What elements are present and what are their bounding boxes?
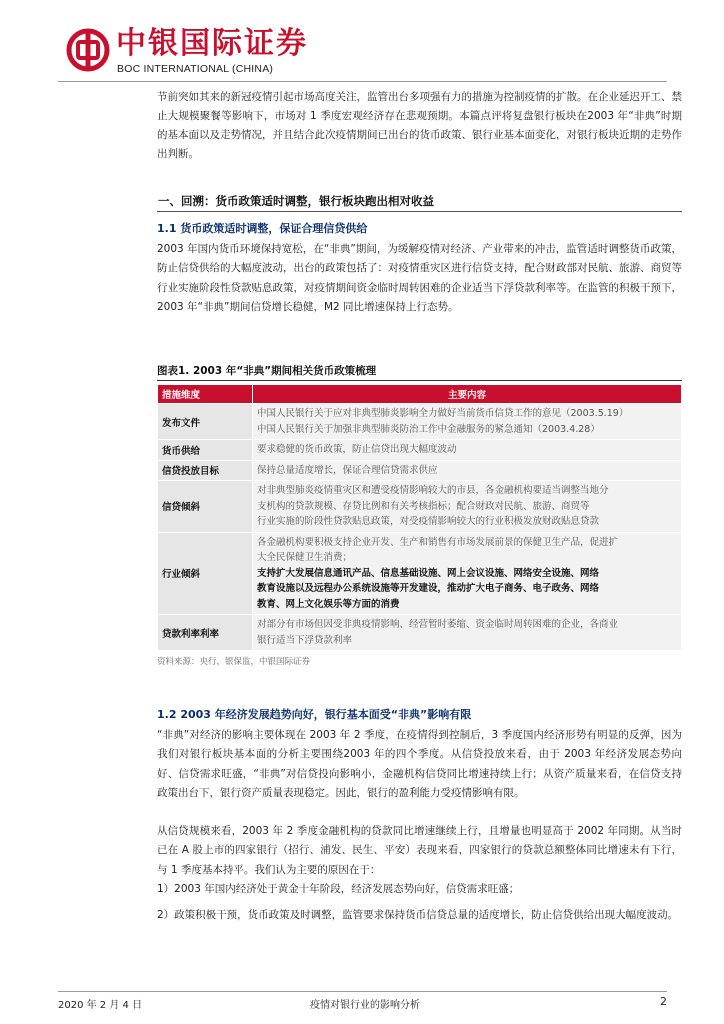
- intro-paragraph: [157, 88, 682, 167]
- row-dimension: 行业倾斜: [158, 532, 253, 615]
- table-header-row: [158, 385, 682, 404]
- table-row: [158, 481, 682, 533]
- row-content-line: 教育、网上文化娱乐等方面的消费: [257, 598, 400, 610]
- body-paragraph: “非典”对经济的影响主要体现在 2003 年 2 季度，在疫情得到控制后，3 季度国内经济形势有明显的反弹，因为我们对银行板块基本面的分析主要围绕2003 年的四个季度。从信贷投放来看，由于 2003 年经济发展态势向好、信贷需求旺盛，“非典”对信贷投向影响小，金融机构信贷同比增速持续上行；从资产质量来看，在信贷支持政策出台下，银行资产质量表现稳定。因此，银行的盈利能力受疫情影响有限。: [157, 729, 682, 800]
- row-content: [253, 532, 682, 615]
- policy-table: [157, 384, 682, 651]
- row-dimension: 信贷投放目标: [158, 460, 253, 481]
- subsection-title: 1.2 2003 年经济发展趋势向好，银行基本面受“非典”影响有限: [157, 708, 472, 721]
- section-title: 一、回溯：货币政策适时调整，银行板块跑出相对收益: [158, 194, 434, 208]
- intro-text: 节前突如其来的新冠疫情引起市场高度关注，监管出台多项强有力的措施为控制疫情的扩散。在企业延迟开工、禁止大规模聚餐等影响下，市场对 1 季度宏观经济存在悲观预期。本篇点评将复盘银行板块在2003 年“非典”时期的基本面以及走势情况，并且结合此次疫情期间已出台的货币政策、银行业基本面变化，对银行板块近期的走势作出判断。: [157, 91, 682, 160]
- subsection-body: 2003 年国内货币环境保持宽松，在“非典”期间，为缓解疫情对经济、产业带来的冲击，监管适时调整货币政策，防止信贷供给的大幅度波动，出台的政策包括了：对疫情重灾区进行信贷支持，配合财政部对民航、旅游、商贸等行业实施阶段性贷款贴息政策，对疫情期间资金临时周转困难的企业适当下浮贷款利率等。在监管的积极干预下，2003 年“非典”期间信贷增长稳健，M2 同比增速保持上行态势。: [157, 243, 682, 314]
- row-content-line: 中国人民银行关于应对非典型肺炎影响全力做好当前货币信贷工作的意见（2003.5.19）: [257, 408, 629, 419]
- row-content-line: 各金融机构要积极支持企业开发、生产和销售有市场发展前景的保健卫生产品，促进扩: [257, 536, 619, 548]
- row-content-line: 中国人民银行关于加强非典型肺炎防治工作中金融服务的紧急通知（2003.4.28）: [257, 423, 600, 435]
- subsection-title: 1.1 货币政策适时调整，保证合理信贷供给: [157, 222, 368, 235]
- figure-divider: [157, 380, 682, 381]
- boc-logo-icon: [66, 28, 110, 72]
- row-content-line: 支机构的贷款规模、存贷比例和有关考核指标；配合财政对民航、旅游、商贸等: [257, 500, 590, 512]
- section-divider: [157, 211, 682, 212]
- row-content-line: 要求稳健的货币政策，防止信贷出现大幅度波动: [257, 444, 457, 455]
- brand-name-cn: 中银国际证券: [116, 26, 308, 61]
- table-row: [158, 460, 682, 481]
- row-content-line: 大全民保健卫生消费；: [257, 552, 353, 563]
- table-header-dimension: 措施维度: [158, 385, 253, 404]
- body-paragraph: 2）政策积极干预，货币政策及时调整，监管要求保持货币信贷总量的适度增长，防止信贷供给出现大幅度波动。: [157, 909, 679, 921]
- figure-title: 图表1. 2003 年“非典”期间相关货币政策梳理: [157, 365, 377, 377]
- header-divider: [58, 81, 667, 82]
- table-row: [158, 440, 682, 461]
- row-content-line: 教育设施以及远程办公系统设施等开发建设，推动扩大电子商务、电子政务、网络: [257, 583, 600, 594]
- page-number: 2: [660, 995, 667, 1008]
- body-paragraph: 从信贷规模来看，2003 年 2 季度金融机构的贷款同比增速继续上行，且增量也明显高于 2002 年同期。从当时已在 A 股上市的四家银行（招行、浦发、民生、平安）表现来看，四家银行的贷款总额整体同比增速未有下行，与 1 季度基本持平。我们认为主要的原因在于：: [157, 825, 682, 876]
- row-content-line: 银行适当下浮贷款利率: [257, 634, 353, 646]
- row-content: [253, 481, 682, 533]
- row-content: [253, 404, 682, 440]
- row-content-line: 支持扩大发展信息通讯产品、信息基础设施、网上会议设施、网络安全设施、网络: [257, 567, 600, 579]
- row-dimension: 货币供给: [158, 440, 253, 461]
- row-content-line: 行业实施的阶段性贷款贴息政策，对受疫情影响较大的行业积极发放财政贴息贷款: [257, 516, 600, 527]
- row-content-line: 对非典型肺炎疫情重灾区和遭受疫情影响较大的市县，各金融机构要适当调整当地分: [257, 485, 609, 496]
- row-content: [253, 615, 682, 651]
- row-dimension: 信贷倾斜: [158, 481, 253, 533]
- row-content: [253, 460, 682, 481]
- footer-divider: [58, 991, 667, 992]
- row-content-line: 保持总量适度增长，保证合理信贷需求供应: [257, 464, 438, 476]
- table-header-content: 主要内容: [253, 385, 682, 404]
- brand-name-en: BOC INTERNATIONAL (CHINA): [117, 63, 274, 75]
- table-row: [158, 404, 682, 440]
- row-content: [253, 440, 682, 461]
- table-row: [158, 615, 682, 651]
- body-paragraph: 1）2003 年国内经济处于黄金十年阶段，经济发展态势向好，信贷需求旺盛；: [157, 883, 520, 895]
- row-dimension: 贷款利率利率: [158, 615, 253, 651]
- footer-title: 疫情对银行业的影响分析: [310, 1000, 420, 1011]
- row-content-line: 对部分有市场但因受非典疫情影响、经营暂时萎缩、资金临时周转困难的企业，各商业: [257, 619, 619, 630]
- table-row: [158, 532, 682, 615]
- figure-source: 资料来源：央行，银保监，中银国际证券: [157, 657, 311, 667]
- footer-date: 2020 年 2 月 4 日: [58, 1000, 143, 1011]
- row-dimension: 发布文件: [158, 404, 253, 440]
